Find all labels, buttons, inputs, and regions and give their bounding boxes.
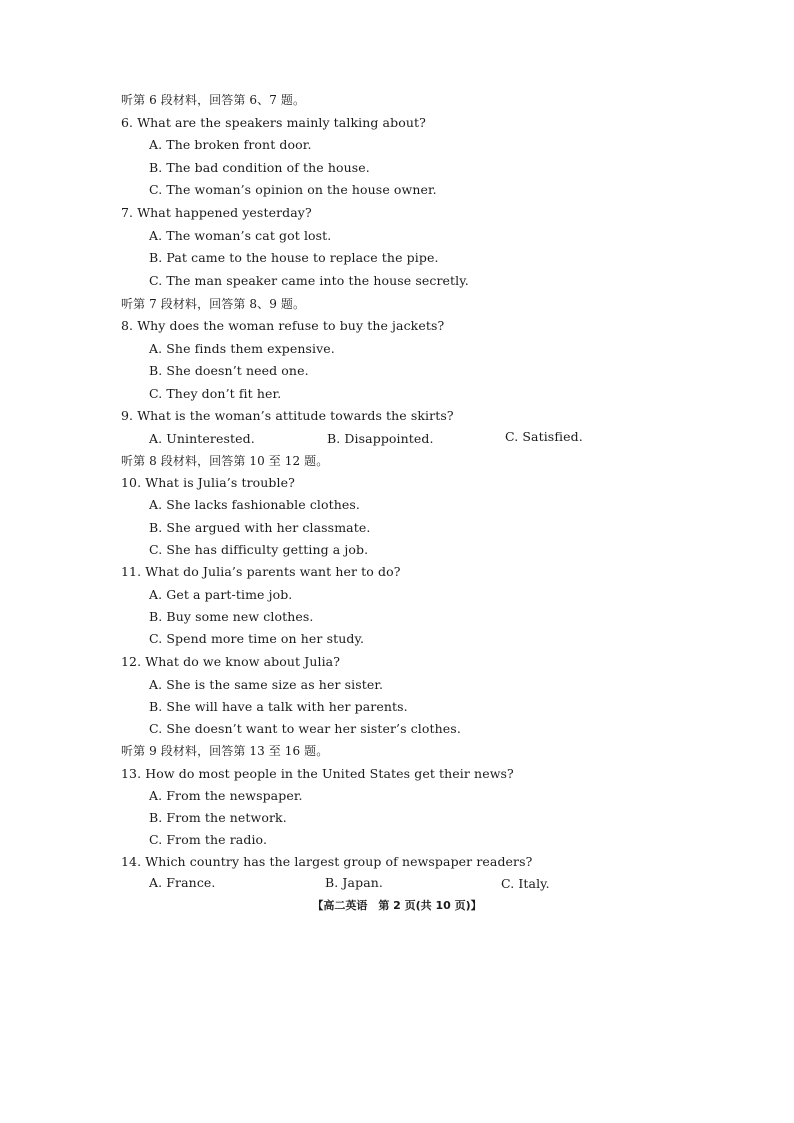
question-9-stem: 9. What is the woman’s attitude towards the skirts?: [121, 408, 454, 423]
question-9-option-a: A. Uninterested.: [149, 431, 255, 446]
question-8-stem: 8. Why does the woman refuse to buy the jackets?: [121, 318, 445, 333]
question-12-stem: 12. What do we know about Julia?: [121, 654, 341, 669]
question-8-option-b: B. She doesn’t need one.: [149, 363, 309, 378]
question-11-option-c: C. Spend more time on her study.: [149, 631, 365, 646]
question-6-option-a: A. The broken front door.: [149, 137, 312, 152]
question-6-option-b: B. The bad condition of the house.: [149, 160, 370, 175]
question-8-option-a: A. She finds them expensive.: [149, 341, 335, 356]
section-heading-9: 听第 9 段材料，回答第 13 至 16 题。: [121, 744, 329, 758]
question-6-stem: 6. What are the speakers mainly talking about?: [121, 115, 426, 130]
page-footer: 【高二英语 第 2 页(共 10 页)】: [312, 899, 482, 912]
question-6-option-c: C. The woman’s opinion on the house owner.: [149, 182, 437, 197]
question-14-option-c: C. Italy.: [501, 876, 550, 891]
section-heading-7: 听第 7 段材料，回答第 8、9 题。: [121, 297, 306, 311]
question-11-option-b: B. Buy some new clothes.: [149, 609, 314, 624]
question-9-option-b: B. Disappointed.: [327, 431, 434, 446]
question-7-stem: 7. What happened yesterday?: [121, 205, 312, 220]
question-13-option-c: C. From the radio.: [149, 832, 268, 847]
question-14-option-a: A. France.: [149, 875, 216, 890]
question-10-option-c: C. She has difficulty getting a job.: [149, 542, 369, 557]
section-heading-6: 听第 6 段材料，回答第 6、7 题。: [121, 93, 306, 107]
question-10-stem: 10. What is Julia’s trouble?: [121, 475, 295, 490]
question-8-option-c: C. They don’t fit her.: [149, 386, 282, 401]
question-11-stem: 11. What do Julia’s parents want her to do?: [121, 564, 401, 579]
question-14-option-b: B. Japan.: [325, 875, 383, 890]
question-7-option-a: A. The woman’s cat got lost.: [149, 228, 332, 243]
question-14-stem: 14. Which country has the largest group of newspaper readers?: [121, 854, 533, 869]
question-12-option-b: B. She will have a talk with her parents.: [149, 699, 408, 714]
question-12-option-c: C. She doesn’t want to wear her sister’s clothes.: [149, 721, 461, 736]
question-12-option-a: A. She is the same size as her sister.: [149, 677, 384, 692]
question-13-option-a: A. From the newspaper.: [149, 788, 303, 803]
question-10-option-b: B. She argued with her classmate.: [149, 520, 371, 535]
question-11-option-a: A. Get a part-time job.: [149, 587, 293, 602]
section-heading-8: 听第 8 段材料，回答第 10 至 12 题。: [121, 454, 329, 468]
question-7-option-b: B. Pat came to the house to replace the pipe.: [149, 250, 439, 265]
question-7-option-c: C. The man speaker came into the house secretly.: [149, 273, 469, 288]
question-13-stem: 13. How do most people in the United States get their news?: [121, 766, 514, 781]
question-9-option-c: C. Satisfied.: [505, 429, 583, 444]
question-13-option-b: B. From the network.: [149, 810, 287, 825]
question-10-option-a: A. She lacks fashionable clothes.: [149, 497, 360, 512]
